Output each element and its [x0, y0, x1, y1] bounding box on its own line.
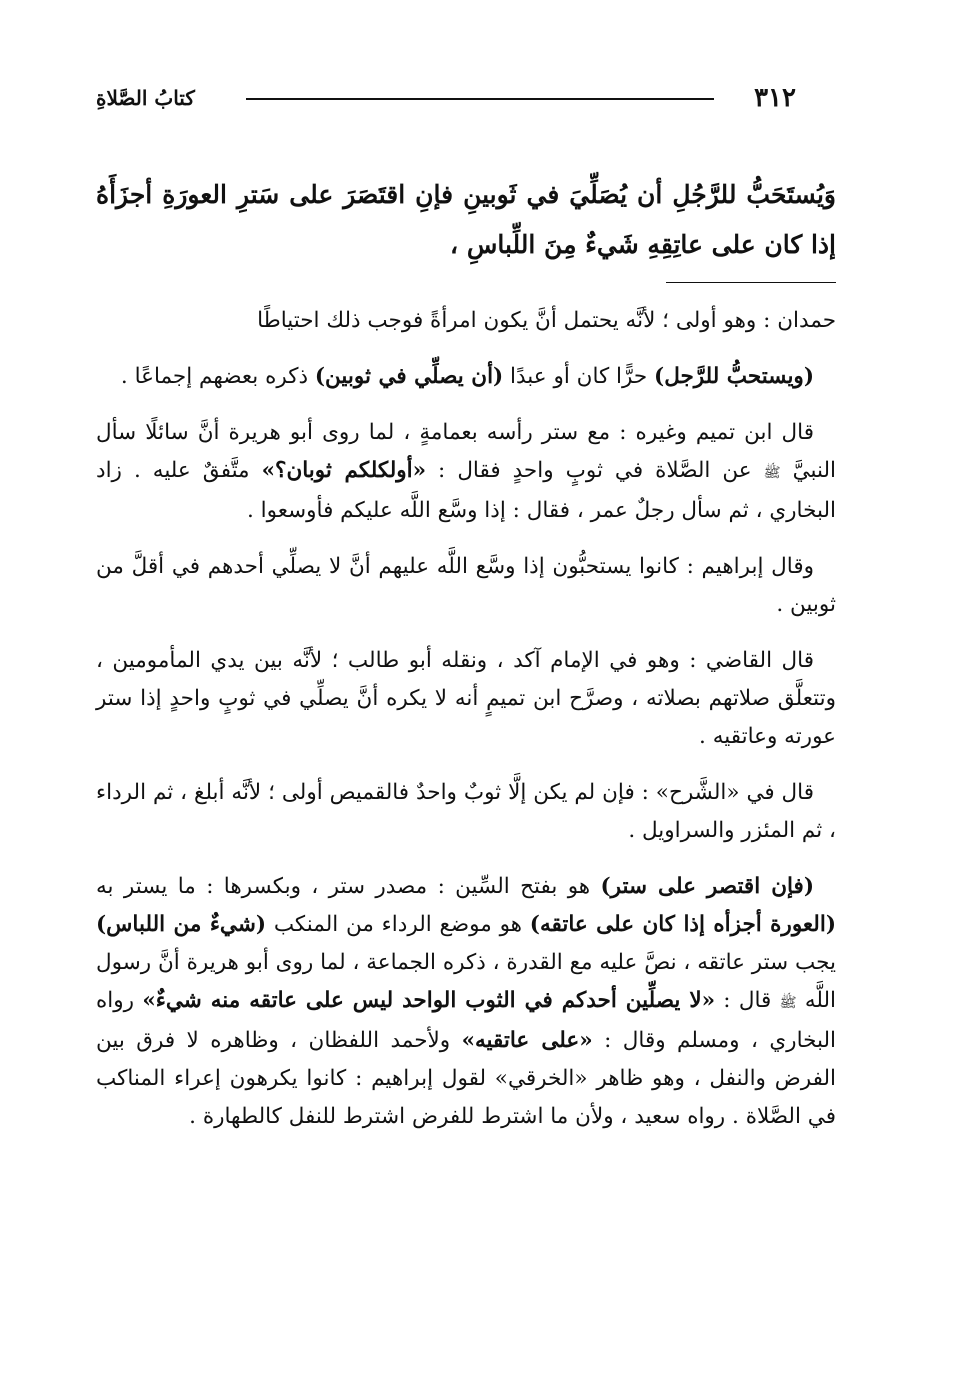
commentary-paragraph-7	[96, 868, 836, 1136]
book-title: كتابُ الصَّلاةِ	[96, 86, 195, 110]
commentary-text: هو بفتح السِّين : مصدر ستر ، وبكسرها : ما يستر به	[96, 874, 601, 899]
hadith-quote: «على عاتقيه»	[461, 1028, 593, 1053]
commentary-paragraph-4: وقال إبراهيم : كانوا يستحبُّون إذا وسَّع اللَّه عليهم أنَّ لا يصلِّي أحدهم في أقلَّ من ثوبين .	[96, 554, 836, 617]
header-rule	[246, 98, 714, 100]
hadith-quote: «أولكلكم ثوبان؟»	[261, 458, 427, 483]
commentary-text: هو موضع الرداء من المنكب	[266, 912, 530, 937]
commentary-text: عن الصَّلاة في ثوبٍ واحدٍ فقال :	[426, 458, 764, 483]
page-header	[96, 78, 796, 118]
matn-quote: (شيءٌ من اللباس)	[96, 912, 267, 937]
page-number: ٣١٢	[754, 83, 796, 113]
matn-quote: (فإن اقتصر على ستر)	[600, 874, 814, 899]
commentary-text: رواه البخاري ، ومسلم وقال :	[96, 988, 837, 1053]
matn-quote: (العورة أجزأه إذا كان على عاتقه)	[529, 912, 836, 937]
matn-separator-rule	[666, 282, 836, 283]
salawat-glyph: ﷺ	[779, 995, 797, 1011]
commentary-text: قال :	[715, 988, 780, 1013]
matn-quote: (ويستحبُّ للرَّجل)	[654, 364, 814, 389]
commentary-text: يجب ستر عاتقه ، نصَّ عليه مع القدرة ، ذكره الجماعة ، لما روى أبو هريرة أنَّ رسول اللَّه	[96, 950, 836, 1013]
hadith-quote: «لا يصلِّين أحدكم في الثوب الواحد ليس على عاتقه منه شيءٌ»	[142, 988, 716, 1013]
commentary-text: قال ابن تميم وغيره : مع ستر رأسه بعمامةٍ ، لما روى أبو هريرة أنَّ سائلًا سأل النبيَّ	[96, 420, 836, 483]
commentary-paragraph-1: حمدان : وهو أولى ؛ لأنَّه يحتمل أنَّ يكون امرأةً فوجب ذلك احتياطًا	[257, 308, 836, 333]
commentary-text: متَّفقٌ عليه . زاد البخاري ، ثم سأل رجلٌ عمر ، فقال : إذا وسَّع اللَّه عليكم فأوسعوا .	[96, 458, 836, 523]
commentary-paragraph-2	[96, 358, 836, 396]
commentary-paragraph-3	[96, 414, 836, 530]
salawat-glyph: ﷺ	[763, 465, 781, 481]
matn-text: وَيُستَحَبُّ للرَّجُلِ أن يُصَلِّيَ في ثَوبينِ فإنِ اقتَصَرَ على سَترِ العورَةِ أجزَأَهُ إذا كان على عاتِقِهِ شَيءٌ مِنَ اللِّباسِ ،	[96, 180, 836, 259]
commentary-text: ذكره بعضهم إجماعًا .	[120, 364, 315, 389]
commentary-paragraph-6: قال في «الشَّرح» : فإن لم يكن إلَّا ثوبٌ واحدٌ فالقميص أولى ؛ لأنَّه أبلغ ، ثم الرداء ، ثم المئزر والسراويل .	[96, 780, 836, 843]
commentary-text: ولأحمد اللفظان ، وظاهره لا فرق بين الفرض والنفل ، وهو ظاهر «الخرقي» لقول إبراهيم : كانوا يكرهون إعراء المناكب في الصَّلاة . رواه سعيد ، ولأن ما اشترط للفرض اشترط للنفل كالطهارة .	[96, 1028, 836, 1129]
commentary-text: حرًّا كان أو عبدًا	[503, 364, 655, 389]
commentary-paragraph-5: قال القاضي : وهو في الإمام آكد ، ونقله أبو طالب ؛ لأنَّه بين يدي المأمومين ، وتتعلَّق صلاتهم بصلاته ، وصرَّح ابن تميمٍ أنه لا يكره أنَّ يصلِّي في ثوبٍ واحدٍ إذا ستر عورته وعاتقيه .	[96, 648, 836, 749]
matn-quote: (أن يصلِّي في ثوبين)	[314, 364, 504, 389]
commentary	[96, 302, 836, 1154]
